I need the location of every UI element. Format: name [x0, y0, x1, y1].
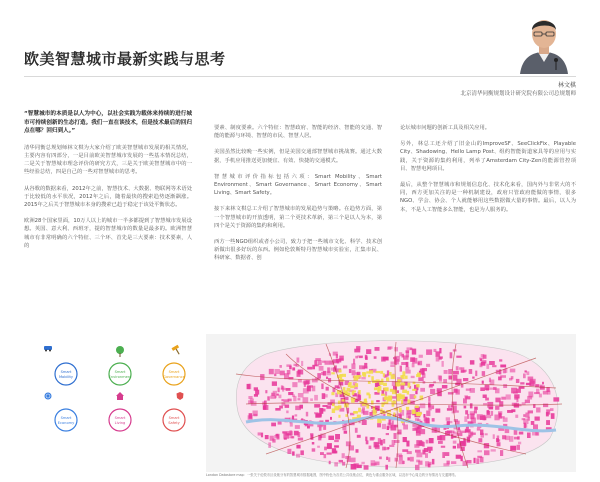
- title-divider: [24, 76, 576, 77]
- node-label: Economy: [57, 421, 75, 425]
- car-icon: [44, 346, 52, 352]
- node-ring: [109, 363, 131, 385]
- node-ring: [55, 409, 77, 431]
- paragraph: 西方一些NGO组织或者小公司，致力于把一些城市文化、科学、技术创新做出很多好玩的东西。例如伦敦斯特丹智慧城市实验室，汇集市民、科研家、数据者、创: [214, 239, 382, 262]
- paragraph: 清华同衡总规划师林文棋为大家介绍了欧美智慧城市发展的相关情况，主要内容有四部分，一是目前欧美智慧城市发展的一些基本情况总结，二是关于智慧城市理念评价的研究方式，三是关于欧美智慧城市中的一些经验总结，四是自己的一些对智慧城市的思考。: [24, 144, 192, 176]
- node-ring: [163, 409, 185, 431]
- diagram-node-safety: [163, 409, 185, 431]
- pull-quote: “智慧城市的本质是以人为中心，以社会实践为载体来持续的进行城市可持续创新的生态打造。我们一直在谈技术，但是技术最后的回归点在哪？回归到人。”: [24, 111, 192, 135]
- author-name: 林文棋: [557, 82, 576, 89]
- node-label: Smart: [168, 370, 180, 374]
- node-label: Safety: [168, 421, 180, 425]
- article-title: 欧美智慧城市最新实践与思考: [24, 50, 226, 68]
- paragraph: 另外，林总工还介绍了旧金山的ImproveSF、SeeClickFix、Playable City、Shadowing、Hello Lamp Post、组约智能街道家具等的应用与实践，关于资源的集约利用，列举了Amsterdam City-Zen的能源管控项目、智慧电网项目。: [400, 141, 576, 172]
- paragraph: 接下来林文棋总工介绍了智慧城市的发展趋势与策略。在趋势方面，第一个智慧城市的开放透明，第二个更技术革新，第三个是以人为本，第四个是关于资源的集约和利用。: [214, 206, 382, 229]
- shield-icon: [177, 392, 184, 400]
- node-label: Governance: [163, 375, 185, 379]
- node-ring: [55, 363, 77, 385]
- smart-city-diagram-svg: [40, 340, 200, 440]
- node-ring: [163, 363, 185, 385]
- diagram-node-economy: [55, 409, 77, 431]
- smart-city-diagram: [40, 340, 200, 440]
- text-column-3: [400, 124, 576, 222]
- diagram-node-environment: [109, 363, 133, 385]
- house-icon: [116, 392, 124, 400]
- diagram-node-mobility: [55, 363, 77, 385]
- author-affiliation: 北京清华同衡规划设计研究院有限公司总规划师: [460, 91, 576, 97]
- node-label: Living: [114, 421, 126, 425]
- paragraph: 美国虽然比较晚一些实例，但是美国交通部智慧城市挑战赛。通过大数据，手机应用推送更加便宜、有效、快捷的交通模式。: [214, 149, 382, 164]
- node-label: Mobility: [58, 375, 74, 379]
- paragraph: 从谷歌的数据来看，2012年之前，智慧技术、大数据、物联网等术语处于比较低的水平状况，2012年之后，随着最快的搜索趋势逐渐飙涨。2015年之后关于智慧城市本身的搜索已趋于稳定于该处平衡状态。: [24, 185, 192, 208]
- node-label: Smart: [114, 416, 126, 420]
- coin-icon: [45, 393, 52, 400]
- paragraph: 智慧城市评价指标包括六项：Smart Mobility、Smart Environment、Smart Governance、Smart Economy、Smart Living、Smart Safety。: [214, 173, 382, 197]
- node-label: Smart: [114, 370, 126, 374]
- gavel-icon: [172, 345, 180, 355]
- map-caption: London Datastore map：一张关于伦敦市区设施分布的智慧城市数据地图，图中粉色为各类公共设施点位，黄色为重点服务区域，以及市中心周边的分布情况与交通网络。: [206, 473, 459, 477]
- node-label: Environment: [108, 375, 132, 379]
- node-ring: [109, 409, 131, 431]
- london-map: [206, 334, 576, 472]
- diagram-node-governance: [163, 363, 186, 385]
- node-label: Smart: [60, 370, 72, 374]
- paragraph: 最后，从整个智慧城市和规划信息化、技术化来看，国内外与非常大的不同，西方更加关注的是一种机制建设，政府只管政府能做的事情，很多NGO、学会、协会、个人就能够用这些数据做大量的事情。最后，以人为本，不是人工智能多么智能，也是为人服务的。: [400, 182, 576, 213]
- paragraph: 要素、制度要素。六个特征：智慧政府、智能的经济、智能的交通、智能的能源与环境、智慧的市民、智慧人居。: [214, 125, 382, 140]
- author-portrait: [512, 8, 576, 74]
- paragraph: 欧洲28个国家里面，10万人以上的城市一半多都提到了智慧城市发展设想。英国、意大利、西班牙，提的智慧城市的数量是最多的。欧洲智慧城市有非常明确的六个特征、三个环、首先是三大要素：技术要素，人的: [24, 218, 192, 249]
- author-portrait-illustration: [512, 8, 576, 74]
- paragraph: 论坛城市问题的创新工具及相关应用。: [400, 125, 491, 131]
- text-column-2: [214, 124, 382, 271]
- london-map-svg: [206, 334, 576, 472]
- tree-icon: [116, 346, 124, 357]
- node-label: Smart: [60, 416, 72, 420]
- diagram-node-living: [109, 409, 131, 431]
- text-column-1: [24, 110, 192, 258]
- node-label: Smart: [168, 416, 180, 420]
